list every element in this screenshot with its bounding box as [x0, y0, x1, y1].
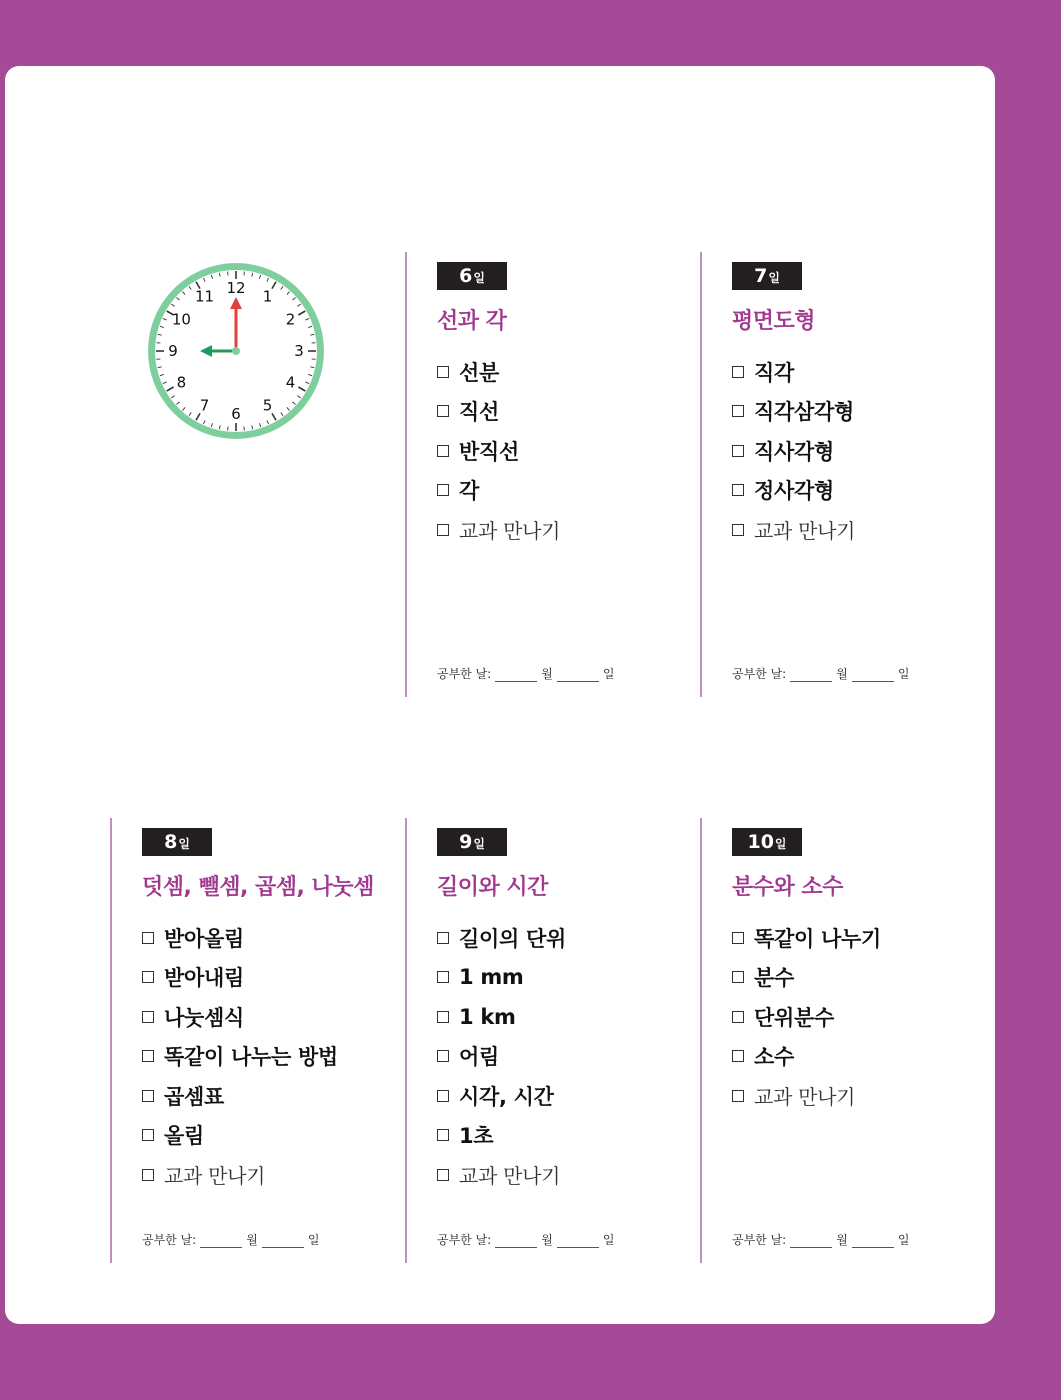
clock-number: 4 [285, 373, 296, 392]
day-badge [142, 828, 212, 856]
day-title: 선과 각 [437, 309, 507, 334]
checkbox-icon[interactable] [437, 1011, 449, 1023]
checkbox-icon[interactable] [732, 932, 744, 944]
checkbox-icon[interactable] [732, 484, 744, 496]
clock-number: 12 [226, 279, 246, 297]
day-number: 9 [459, 831, 473, 853]
analog-clock [140, 255, 332, 447]
checkbox-icon[interactable] [437, 1050, 449, 1062]
checklist [732, 918, 881, 1116]
day-title: 평면도형 [732, 309, 816, 334]
checklist-item[interactable] [732, 431, 855, 471]
day-unit-label: 일 [602, 667, 615, 681]
checklist-item[interactable] [142, 1037, 338, 1077]
checklist-item-label: 분수 [754, 966, 794, 991]
checkbox-icon[interactable] [437, 445, 449, 457]
day-section-8 [110, 818, 374, 1263]
checklist-item-label: 직선 [459, 400, 499, 425]
checklist-item-label: 소수 [754, 1045, 794, 1070]
checklist-item[interactable] [142, 1076, 338, 1116]
month-unit: 월 [836, 1233, 848, 1247]
checkbox-icon[interactable] [142, 971, 154, 983]
checklist-item-label: 직각삼각형 [754, 400, 854, 425]
checklist-item-label: 1초 [459, 1124, 494, 1149]
clock-number: 11 [194, 287, 215, 306]
checklist-item[interactable] [732, 918, 881, 958]
checklist-item-label: 교과 만나기 [754, 1085, 856, 1110]
checklist-item[interactable] [437, 352, 560, 392]
clock-number: 7 [199, 396, 210, 415]
month-unit: 월 [836, 667, 848, 681]
checklist [142, 918, 338, 1195]
day-title: 덧셈, 뺄셈, 곱셈, 나눗셈 [142, 875, 374, 900]
month-unit: 월 [541, 667, 553, 681]
study-date-label: 공부한 날: [732, 667, 787, 681]
clock-number: 1 [262, 287, 273, 306]
checklist-item-label: 선분 [459, 360, 499, 385]
checklist-item-label: 직사각형 [754, 439, 834, 464]
checklist-item-label: 올림 [164, 1124, 204, 1149]
checklist-item-label: 어림 [459, 1045, 499, 1070]
checklist-item[interactable] [437, 997, 566, 1037]
checkbox-icon[interactable] [437, 366, 449, 378]
checkbox-icon[interactable] [437, 405, 449, 417]
checklist-item-label: 길이의 단위 [459, 926, 566, 951]
study-date-line [142, 1231, 319, 1248]
day-number: 6 [459, 265, 473, 287]
checklist-item[interactable] [732, 1076, 881, 1116]
checklist-item-label: 각 [459, 479, 479, 504]
checkbox-icon[interactable] [437, 1129, 449, 1141]
checklist-item[interactable] [142, 918, 338, 958]
checkbox-icon[interactable] [437, 1169, 449, 1181]
day-title: 길이와 시간 [437, 875, 548, 900]
clock-number: 8 [176, 373, 187, 392]
checkbox-icon[interactable] [732, 524, 744, 536]
clock-number: 5 [262, 396, 273, 415]
checklist-item[interactable] [142, 1116, 338, 1156]
month-blank[interactable] [495, 1235, 537, 1248]
day-badge [437, 828, 507, 856]
checklist-item[interactable] [437, 918, 566, 958]
study-date-line [437, 665, 614, 682]
checklist-item[interactable] [437, 1155, 566, 1195]
study-date-line [732, 1231, 909, 1248]
day-unit-label: 일 [897, 1233, 910, 1247]
checklist-item-label: 단위분수 [754, 1005, 834, 1030]
checklist-item[interactable] [437, 1076, 566, 1116]
clock-number: 9 [168, 342, 178, 360]
checklist-item[interactable] [437, 510, 560, 550]
checklist [437, 918, 566, 1195]
day-number: 10 [747, 831, 774, 853]
checklist-item-label: 곱셈표 [164, 1084, 224, 1109]
day-unit: 일 [473, 837, 485, 851]
clock-center [232, 347, 240, 355]
checklist [732, 352, 855, 550]
checklist-item[interactable] [732, 510, 855, 550]
day-section-7 [700, 252, 952, 697]
day-blank[interactable] [852, 1235, 894, 1248]
study-date-label: 공부한 날: [437, 667, 492, 681]
checklist-item-label: 교과 만나기 [164, 1164, 266, 1189]
checkbox-icon[interactable] [732, 366, 744, 378]
day-blank[interactable] [557, 1235, 599, 1248]
day-number: 7 [754, 265, 768, 287]
checkbox-icon[interactable] [732, 971, 744, 983]
checklist-item[interactable] [142, 1155, 338, 1195]
day-badge [732, 262, 802, 290]
checkbox-icon[interactable] [732, 405, 744, 417]
month-unit: 월 [541, 1233, 553, 1247]
checklist-item-label: 나눗셈식 [164, 1005, 244, 1030]
study-date-label: 공부한 날: [142, 1233, 197, 1247]
checklist-item-label: 교과 만나기 [754, 519, 856, 544]
checkbox-icon[interactable] [437, 524, 449, 536]
day-unit-label: 일 [307, 1233, 320, 1247]
checklist-item-label: 정사각형 [754, 479, 834, 504]
checklist-item[interactable] [732, 997, 881, 1037]
day-blank[interactable] [262, 1235, 304, 1248]
clock-number: 3 [294, 342, 304, 360]
study-date-label: 공부한 날: [437, 1233, 492, 1247]
day-unit: 일 [768, 271, 780, 285]
checklist-item-label: 똑같이 나누는 방법 [164, 1045, 338, 1070]
study-date-line [732, 665, 909, 682]
checkbox-icon[interactable] [142, 1011, 154, 1023]
checklist-item-label: 시각, 시간 [459, 1084, 554, 1109]
checkbox-icon[interactable] [732, 1011, 744, 1023]
month-blank[interactable] [495, 669, 537, 682]
checklist-item[interactable] [437, 392, 560, 432]
checklist-item[interactable] [732, 352, 855, 392]
checkbox-icon[interactable] [142, 1129, 154, 1141]
checkbox-icon[interactable] [142, 1090, 154, 1102]
checkbox-icon[interactable] [732, 445, 744, 457]
checklist-item[interactable] [437, 958, 566, 998]
day-unit: 일 [473, 271, 485, 285]
day-unit: 일 [774, 837, 787, 851]
checkbox-icon[interactable] [732, 1090, 744, 1102]
checklist-item[interactable] [732, 471, 855, 511]
day-section-9 [405, 818, 657, 1263]
checklist-item[interactable] [732, 1037, 881, 1077]
checklist-item-label: 교과 만나기 [459, 1164, 561, 1189]
checklist-item-label: 1 mm [459, 965, 524, 990]
checklist-item[interactable] [142, 958, 338, 998]
day-title: 분수와 소수 [732, 875, 843, 900]
checkbox-icon[interactable] [437, 484, 449, 496]
checklist-item[interactable] [732, 958, 881, 998]
month-blank[interactable] [790, 1235, 832, 1248]
checklist-item-label: 반직선 [459, 439, 519, 464]
clock-number: 10 [171, 310, 191, 329]
day-number: 8 [164, 831, 178, 853]
month-unit: 월 [246, 1233, 258, 1247]
checklist-item[interactable] [437, 1116, 566, 1156]
day-section-10 [700, 818, 952, 1263]
checklist-item-label: 1 km [459, 1004, 516, 1029]
checklist-item-label: 직각 [754, 360, 794, 385]
checklist-item[interactable] [732, 392, 855, 432]
checkbox-icon[interactable] [437, 932, 449, 944]
day-blank[interactable] [852, 669, 894, 682]
checkbox-icon[interactable] [142, 932, 154, 944]
day-badge [437, 262, 507, 290]
day-unit-label: 일 [897, 667, 910, 681]
day-unit-label: 일 [602, 1233, 615, 1247]
checklist-item-label: 받아내림 [164, 966, 244, 991]
month-blank[interactable] [790, 669, 832, 682]
day-badge [732, 828, 802, 856]
month-blank[interactable] [200, 1235, 242, 1248]
clock-number: 6 [231, 405, 241, 423]
study-date-label: 공부한 날: [732, 1233, 787, 1247]
checklist-item-label: 교과 만나기 [459, 519, 561, 544]
checkbox-icon[interactable] [437, 1090, 449, 1102]
checklist-item[interactable] [437, 431, 560, 471]
checklist-item[interactable] [437, 471, 560, 511]
clock-number: 2 [285, 310, 296, 329]
study-date-line [437, 1231, 614, 1248]
checklist-item[interactable] [142, 997, 338, 1037]
checklist-item[interactable] [437, 1037, 566, 1077]
checklist [437, 352, 560, 550]
checkbox-icon[interactable] [142, 1050, 154, 1062]
checkbox-icon[interactable] [437, 971, 449, 983]
checkbox-icon[interactable] [732, 1050, 744, 1062]
day-blank[interactable] [557, 669, 599, 682]
checklist-item-label: 받아올림 [164, 926, 244, 951]
checklist-item-label: 똑같이 나누기 [754, 926, 881, 951]
checkbox-icon[interactable] [142, 1169, 154, 1181]
day-unit: 일 [178, 837, 190, 851]
day-section-6 [405, 252, 657, 697]
